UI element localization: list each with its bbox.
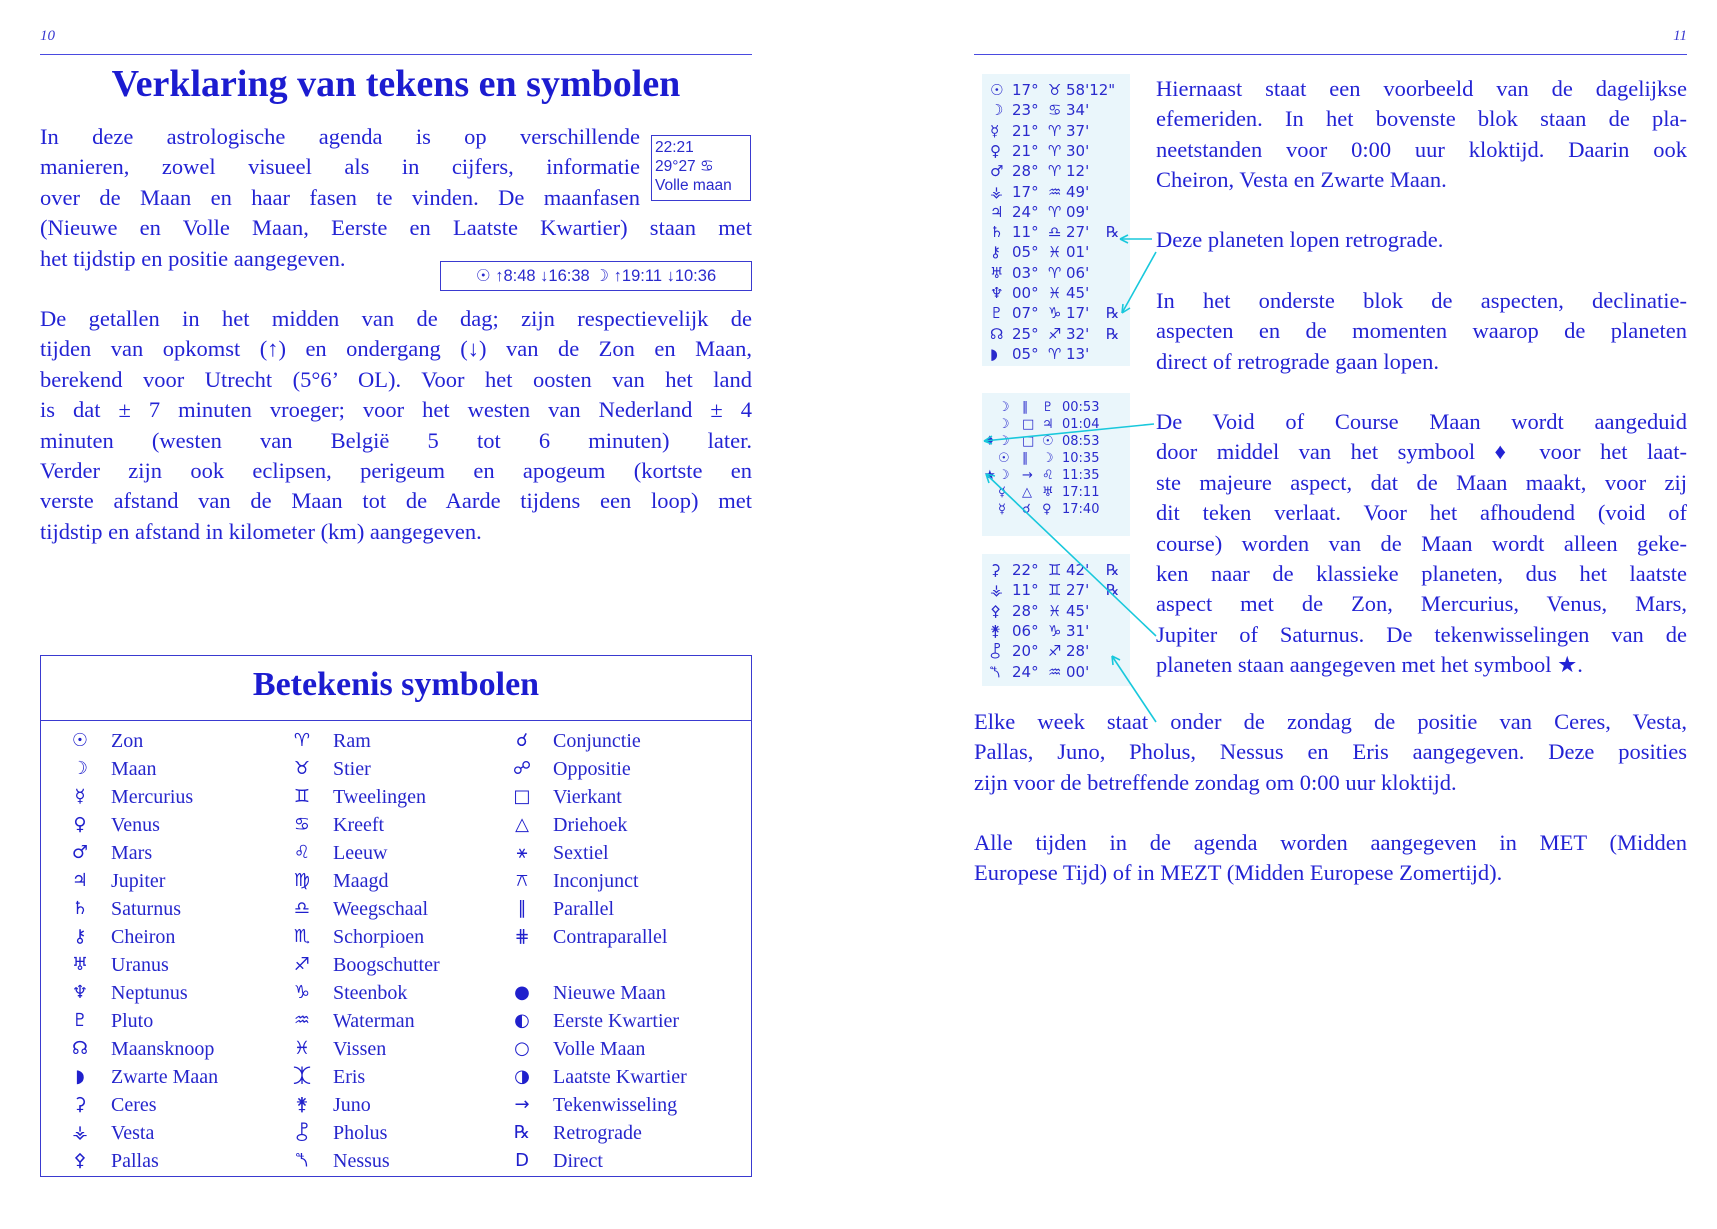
- intro-line: manieren, zowel visueel als in cijfers, informatie: [40, 154, 640, 180]
- legend-label: Tweelingen: [333, 786, 427, 808]
- legend-label: Contraparallel: [553, 926, 668, 948]
- ephemeris-rx: ℞: [1106, 223, 1120, 242]
- legend-symbol-icon: ℞: [513, 1122, 531, 1143]
- ephemeris-deg: 24°: [1012, 202, 1039, 221]
- ephemeris-min: 12': [1066, 162, 1090, 181]
- ephemeris-sign: ♓: [1048, 243, 1062, 262]
- ephemeris-min: 34': [1066, 101, 1090, 120]
- legend-symbol-icon: D: [515, 1150, 529, 1171]
- legend-label: Pallas: [111, 1150, 159, 1172]
- legend-symbol-icon: ♎: [293, 898, 311, 919]
- ephemeris-a: ☽: [998, 400, 1010, 415]
- ephemeris-time: 01:04: [1062, 417, 1100, 432]
- legend-label: Sextiel: [553, 842, 609, 864]
- legend-symbol-icon: ♊: [293, 786, 311, 807]
- ephemeris-sign: ♊: [1048, 561, 1062, 579]
- rise-set-box: ☉ ↑8:48 ↓16:38 ☽ ↑19:11 ↓10:36: [440, 261, 752, 291]
- header-rule-left: [40, 54, 752, 55]
- legend-symbol-icon: ☿: [74, 786, 86, 807]
- ephemeris-min: 49': [1066, 182, 1090, 201]
- legend-label: Retrograde: [553, 1122, 642, 1144]
- rp3-line: course) worden van de Maan wordt alleen geke-: [1156, 530, 1687, 556]
- legend-symbol-icon: ⚻: [516, 870, 528, 891]
- ephemeris-a: ☿: [998, 485, 1006, 500]
- legend-symbol-icon: ⯰: [292, 1066, 312, 1087]
- ephemeris-min: 13': [1066, 344, 1090, 363]
- ephemeris-p: ☊: [990, 324, 1004, 343]
- ephemeris-mark: ★: [984, 468, 996, 483]
- legend-symbol-icon: ⯲: [295, 1150, 309, 1171]
- ephemeris-p: ♅: [990, 263, 1004, 282]
- legend-symbol-icon: □: [513, 786, 531, 807]
- ephemeris-deg: 21°: [1012, 121, 1039, 140]
- symbols-legend-box: [40, 655, 752, 1177]
- ephemeris-deg: 25°: [1012, 324, 1039, 343]
- legend-symbol-icon: ♅: [71, 954, 89, 975]
- legend-label: Neptunus: [111, 982, 188, 1004]
- ephemeris-min: 45': [1066, 601, 1090, 620]
- ephemeris-p: ⚶: [990, 182, 1003, 201]
- para2-line: verste afstand van de Maan tot de Aarde tijdens een loop) met: [40, 488, 752, 514]
- ephemeris-asp: ∥: [1022, 451, 1029, 466]
- rp3-line: door middel van het symbool ♦ voor het laat-: [1156, 439, 1687, 465]
- ephemeris-sign: ♒: [1048, 662, 1062, 681]
- ephemeris-p: ♂: [990, 162, 1004, 181]
- ephemeris-b: ♃: [1042, 417, 1054, 432]
- ephemeris-deg: 28°: [1012, 601, 1039, 620]
- rp1-line: Cheiron, Vesta en Zwarte Maan.: [1156, 167, 1447, 193]
- legend-label: Volle Maan: [553, 1038, 646, 1060]
- ephemeris-asp: □: [1022, 417, 1035, 432]
- ephemeris-time: 00:53: [1062, 400, 1100, 415]
- ephemeris-time: 17:40: [1062, 502, 1100, 517]
- para2-line: Verder zijn ook eclipsen, perigeum en apogeum (kortste en: [40, 458, 752, 484]
- legend-label: Direct: [553, 1150, 603, 1172]
- rp4-line: zijn voor de betreffende zondag om 0:00 uur kloktijd.: [974, 769, 1457, 795]
- legend-label: Kreeft: [333, 814, 385, 836]
- legend-label: Oppositie: [553, 758, 631, 780]
- legend-label: Schorpioen: [333, 926, 425, 948]
- legend-label: Laatste Kwartier: [553, 1066, 687, 1088]
- legend-label: Parallel: [553, 898, 615, 920]
- legend-symbol-icon: →: [514, 1094, 530, 1115]
- legend-label: Nieuwe Maan: [553, 982, 666, 1004]
- timezone-note: [974, 828, 1687, 889]
- ephemeris-deg: 06°: [1012, 621, 1039, 640]
- ephemeris-min: 27': [1066, 581, 1090, 600]
- ephemeris-deg: 03°: [1012, 263, 1039, 282]
- ephemeris-min: 58'12": [1066, 81, 1116, 99]
- ephemeris-sign: ♈: [1048, 121, 1062, 140]
- legend-symbol-icon: ♌: [293, 842, 311, 863]
- para2-line: tijdstip en afstand in kilometer (km) aangegeven.: [40, 518, 482, 544]
- ephemeris-positions-block: [982, 74, 1130, 366]
- legend-symbol-icon: ♓: [293, 1038, 311, 1059]
- para2-line: tijden van opkomst (↑) en ondergang (↓) van de Zon en Maan,: [40, 336, 752, 362]
- ephemeris-deg: 11°: [1012, 223, 1039, 242]
- legend-label: Vesta: [111, 1122, 155, 1144]
- legend-symbol-icon: ♃: [71, 870, 89, 891]
- ephemeris-deg: 00°: [1012, 284, 1039, 302]
- legend-label: Vissen: [333, 1038, 387, 1060]
- rp4-line: Elke week staat onder de zondag de positie van Ceres, Vesta,: [974, 709, 1687, 734]
- ephemeris-sign: ♑: [1048, 304, 1062, 323]
- legend-label: Pholus: [333, 1122, 388, 1144]
- aspects-explanation: [1156, 286, 1687, 377]
- ephemeris-sign: ♉: [1048, 81, 1062, 99]
- rp4-line: Pallas, Juno, Pholus, Nessus en Eris aangegeven. Deze posities: [974, 739, 1687, 765]
- rp3-line: planeten staan aangegeven met het symbool ★.: [1156, 652, 1583, 678]
- legend-symbol-icon: ⯛: [295, 1122, 309, 1143]
- legend-symbol-icon: ⚹: [516, 842, 528, 863]
- ephemeris-asteroids-block: [982, 554, 1130, 686]
- ephemeris-a: ☽: [998, 434, 1010, 449]
- ephemeris-min: 27': [1066, 223, 1090, 242]
- ephemeris-mark: ♦: [984, 434, 996, 449]
- moon-phase-label: Volle maan: [655, 177, 732, 194]
- legend-symbol-icon: ⚴: [73, 1150, 87, 1171]
- ephemeris-deg: 24°: [1012, 662, 1039, 681]
- ephemeris-b: ☉: [1042, 434, 1054, 449]
- legend-symbol-icon: △: [515, 814, 529, 835]
- ephemeris-asp: →: [1022, 468, 1033, 483]
- para2-line: berekend voor Utrecht (5°6’ OL). Voor het oosten van het land: [40, 366, 752, 392]
- ephemeris-min: 00': [1066, 662, 1090, 681]
- ephemeris-b: ☽: [1042, 451, 1054, 466]
- rp3-line: ste majeure aspect, dat de Maan maakt, voor zij: [1156, 469, 1687, 495]
- rp1-line: neetstanden voor 0:00 uur kloktijd. Daarin ook: [1156, 136, 1687, 162]
- ephemeris-min: 09': [1066, 202, 1090, 221]
- ephemeris-asp: △: [1022, 485, 1032, 500]
- legend-symbol-icon: ⋕: [514, 926, 530, 947]
- ephemeris-time: 10:35: [1062, 451, 1100, 466]
- ephemeris-deg: 20°: [1012, 642, 1039, 661]
- ephemeris-sign: ♓: [1048, 601, 1062, 620]
- ephemeris-rx: ℞: [1106, 324, 1120, 343]
- ephemeris-time: 08:53: [1062, 434, 1100, 449]
- ephemeris-b: ♅: [1042, 485, 1054, 500]
- legend-label: Boogschutter: [333, 954, 440, 976]
- legend-symbol-icon: ☉: [71, 730, 89, 751]
- legend-symbol-icon: ○: [514, 1038, 530, 1059]
- ephemeris-deg: 17°: [1012, 81, 1039, 99]
- legend-symbol-icon: ☽: [71, 758, 89, 779]
- para2-line: minuten (westen van België 5 tot 6 minuten) later.: [40, 427, 752, 453]
- rp5-line: Europese Tijd) of in MEZT (Midden Europese Zomertijd).: [974, 860, 1503, 886]
- ephemeris-rx: ℞: [1106, 561, 1120, 579]
- ephemeris-p: ⚶: [990, 581, 1003, 600]
- ephemeris-sign: ♈: [1048, 263, 1062, 282]
- ephemeris-p: ⚵: [990, 621, 1001, 640]
- rp5-line: Alle tijden in de agenda worden aangegeven in MET (Midden: [974, 830, 1687, 855]
- legend-label: Zon: [111, 730, 144, 752]
- intro-line: (Nieuwe en Volle Maan, Eerste en Laatste Kwartier) staan met: [40, 215, 752, 241]
- para2-line: is dat ± 7 minuten vroeger; voor het westen van Nederland ± 4: [40, 397, 752, 423]
- rp3-line: dit teken verlaat. Voor het afhoudend (void of: [1156, 500, 1687, 526]
- moon-phase-box: [651, 135, 751, 201]
- legend-symbol-icon: ●: [514, 982, 530, 1003]
- intro-line: het tijdstip en positie aangegeven.: [40, 245, 346, 271]
- symbols-title: Betekenis symbolen: [252, 666, 540, 703]
- void-of-course-explanation: [1156, 407, 1687, 681]
- legend-label: Maagd: [333, 870, 389, 892]
- moon-phase-time: 22:21: [655, 139, 694, 156]
- legend-label: Nessus: [333, 1150, 390, 1172]
- legend-symbol-icon: ◗: [75, 1066, 85, 1087]
- rp3-line: aspect met de Zon, Mercurius, Venus, Mars,: [1156, 591, 1687, 617]
- ephemeris-sign: ♈: [1048, 202, 1062, 221]
- retrograde-note-text: Deze planeten lopen retrograde.: [1156, 227, 1444, 252]
- legend-label: Venus: [111, 814, 160, 836]
- ephemeris-deg: 11°: [1012, 581, 1039, 600]
- rp2-line: aspecten en de momenten waarop de planeten: [1156, 318, 1687, 344]
- legend-label: Juno: [333, 1094, 371, 1116]
- intro-paragraph: [40, 122, 752, 274]
- ephemeris-deg: 21°: [1012, 141, 1039, 160]
- ephemeris-time: 17:11: [1062, 485, 1100, 500]
- legend-label: Zwarte Maan: [111, 1066, 219, 1088]
- legend-label: Stier: [333, 758, 371, 780]
- ephemeris-min: 32': [1066, 324, 1090, 343]
- legend-label: Mars: [111, 842, 153, 864]
- legend-symbol-icon: ⚵: [295, 1094, 309, 1115]
- ephemeris-sign: ♒: [1048, 182, 1062, 201]
- legend-label: Mercurius: [111, 786, 194, 808]
- legend-symbol-icon: ⚳: [73, 1094, 87, 1115]
- legend-symbol-icon: ♒: [293, 1010, 311, 1031]
- ephemeris-p: ☿: [990, 121, 1000, 140]
- ephemeris-deg: 22°: [1012, 561, 1039, 579]
- ephemeris-min: 45': [1066, 284, 1090, 302]
- ephemeris-deg: 17°: [1012, 182, 1039, 201]
- legend-symbol-icon: ♂: [71, 842, 89, 863]
- rp3-line: Jupiter of Saturnus. De tekenwisselingen van de: [1156, 621, 1687, 647]
- ephemeris-sign: ♑: [1048, 621, 1062, 640]
- legend-symbol-icon: ∥: [517, 898, 527, 919]
- intro-line: In deze astrologische agenda is op verschillende: [40, 124, 640, 149]
- legend-symbol-icon: ♋: [293, 814, 311, 835]
- ephemeris-deg: 07°: [1012, 304, 1039, 323]
- legend-label: Tekenwisseling: [553, 1094, 678, 1116]
- rise-set-paragraph: [40, 304, 752, 547]
- ephemeris-p: ♀: [990, 141, 1001, 160]
- retrograde-note: [1156, 225, 1687, 255]
- ephemeris-a: ☿: [998, 502, 1006, 517]
- right-page: [858, 0, 1717, 1229]
- ephemeris-min: 42': [1066, 561, 1090, 579]
- ephemeris-rx: ℞: [1106, 304, 1120, 323]
- ephemeris-deg: 05°: [1012, 243, 1039, 262]
- legend-label: Waterman: [333, 1010, 415, 1032]
- legend-symbol-icon: ♐: [293, 954, 311, 975]
- legend-label: Eerste Kwartier: [553, 1010, 680, 1032]
- para2-line: De getallen in het midden van de dag; zijn respectievelijk de: [40, 306, 752, 331]
- ephemeris-p: ☽: [990, 101, 1004, 120]
- legend-label: Leeuw: [333, 842, 388, 864]
- rp1-line: efemeriden. In het bovenste blok staan de pla-: [1156, 106, 1687, 132]
- rp2-line: direct of retrograde gaan lopen.: [1156, 348, 1439, 374]
- ephemeris-asp: ∥: [1022, 400, 1029, 415]
- moon-phase-position: 29°27 ♋: [655, 158, 714, 175]
- ephemeris-b: ♌: [1042, 468, 1054, 483]
- ephemeris-sign: ♊: [1048, 581, 1062, 600]
- legend-label: Eris: [333, 1066, 366, 1088]
- ephemeris-sign: ♈: [1048, 141, 1062, 160]
- ephemeris-p: ♆: [990, 284, 1004, 302]
- ephemeris-sign: ♎: [1048, 223, 1062, 242]
- legend-label: Saturnus: [111, 898, 181, 920]
- legend-label: Weegschaal: [333, 898, 428, 920]
- ephemeris-min: 17': [1066, 304, 1090, 323]
- legend-label: Cheiron: [111, 926, 176, 948]
- legend-symbol-icon: ☍: [512, 758, 532, 779]
- legend-label: Vierkant: [553, 786, 622, 808]
- ephemeris-p: ◗: [990, 344, 998, 363]
- ephemeris-sign: ♈: [1048, 162, 1062, 181]
- legend-symbol-icon: ◐: [514, 1010, 530, 1031]
- ephemeris-a: ☽: [998, 417, 1010, 432]
- legend-symbol-icon: ◑: [514, 1066, 530, 1087]
- rp2-line: In het onderste blok de aspecten, declinatie-: [1156, 288, 1687, 313]
- ephemeris-time: 11:35: [1062, 468, 1100, 483]
- legend-symbol-icon: ♄: [71, 898, 89, 919]
- left-page: [0, 0, 858, 1229]
- ephemeris-deg: 28°: [1012, 162, 1039, 181]
- page-number-left: 10: [40, 28, 55, 44]
- ephemeris-deg: 05°: [1012, 344, 1039, 363]
- ephemeris-min: 01': [1066, 243, 1090, 262]
- legend-label: Uranus: [111, 954, 169, 976]
- ephemeris-a: ☽: [998, 468, 1010, 483]
- ephemeris-b: ♀: [1042, 502, 1052, 517]
- legend-symbol-icon: ☊: [72, 1038, 88, 1059]
- legend-symbol-icon: ♍: [293, 870, 311, 891]
- legend-label: Jupiter: [111, 870, 166, 892]
- ephemeris-min: 06': [1066, 263, 1090, 282]
- legend-label: Pluto: [111, 1010, 154, 1032]
- symbols-title-rule: [41, 720, 751, 721]
- ephemeris-p: ⚴: [990, 601, 1001, 620]
- legend-label: Ram: [333, 730, 371, 752]
- ephemeris-rx: ℞: [1106, 581, 1120, 600]
- legend-symbol-icon: ♈: [293, 730, 311, 751]
- ephemeris-a: ☉: [998, 451, 1010, 466]
- ephemeris-p: ♄: [990, 223, 1004, 242]
- legend-symbol-icon: ♉: [293, 758, 311, 779]
- rp3-line: De Void of Course Maan wordt aangeduid: [1156, 409, 1687, 434]
- legend-label: Driehoek: [553, 814, 628, 836]
- legend-label: Ceres: [111, 1094, 157, 1116]
- ephemeris-min: 31': [1066, 621, 1090, 640]
- ephemeris-sign: ♐: [1048, 642, 1062, 661]
- legend-label: Conjunctie: [553, 730, 641, 752]
- legend-symbol-icon: ♏: [293, 926, 311, 947]
- weekly-asteroids-note: [974, 707, 1687, 798]
- ephemeris-min: 37': [1066, 121, 1090, 140]
- ephemeris-min: 28': [1066, 642, 1090, 661]
- legend-symbol-icon: ☌: [515, 730, 529, 751]
- ephemeris-deg: 23°: [1012, 101, 1039, 120]
- legend-symbol-icon: ♆: [71, 982, 89, 1003]
- legend-symbol-icon: ⚶: [72, 1122, 88, 1143]
- ephemeris-sign: ♓: [1048, 284, 1062, 302]
- ephemeris-p: ♇: [990, 304, 1004, 323]
- ephemeris-p: ♃: [990, 202, 1004, 221]
- intro-line: over de Maan en haar fasen te vinden. De maanfasen: [40, 184, 640, 210]
- legend-label: Maan: [111, 758, 157, 780]
- legend-label: Maansknoop: [111, 1038, 215, 1060]
- ephemeris-p: ⚳: [990, 561, 1001, 579]
- ephemeris-sign: ♋: [1048, 101, 1062, 120]
- legend-symbol-icon: ♑: [293, 982, 311, 1003]
- ephemeris-explanation: [1156, 74, 1687, 196]
- legend-label: Inconjunct: [553, 870, 639, 892]
- ephemeris-min: 30': [1066, 141, 1090, 160]
- legend-label: Steenbok: [333, 982, 408, 1004]
- page-number-right: 11: [1673, 28, 1687, 44]
- page-title: Verklaring van tekens en symbolen: [111, 63, 681, 105]
- ephemeris-sign: ♈: [1048, 344, 1062, 363]
- ephemeris-p: ⚷: [990, 243, 1001, 262]
- rp1-line: Hiernaast staat een voorbeeld van de dagelijkse: [1156, 76, 1687, 101]
- ephemeris-aspects-block: [982, 393, 1130, 536]
- ephemeris-b: ♇: [1042, 400, 1054, 415]
- ephemeris-p: ☉: [990, 81, 1004, 99]
- ephemeris-p: ⯲: [990, 662, 1001, 681]
- ephemeris-sign: ♐: [1048, 324, 1062, 343]
- ephemeris-asp: ☌: [1022, 502, 1031, 517]
- legend-symbol-icon: ♇: [71, 1010, 89, 1031]
- header-rule-right: [974, 54, 1687, 55]
- rp3-line: ken naar de klassieke planeten, dus het laatste: [1156, 561, 1687, 587]
- legend-symbol-icon: ♀: [73, 814, 87, 835]
- ephemeris-p: ⯛: [990, 642, 1001, 661]
- legend-symbol-icon: ⚷: [73, 926, 87, 947]
- ephemeris-asp: □: [1022, 434, 1035, 449]
